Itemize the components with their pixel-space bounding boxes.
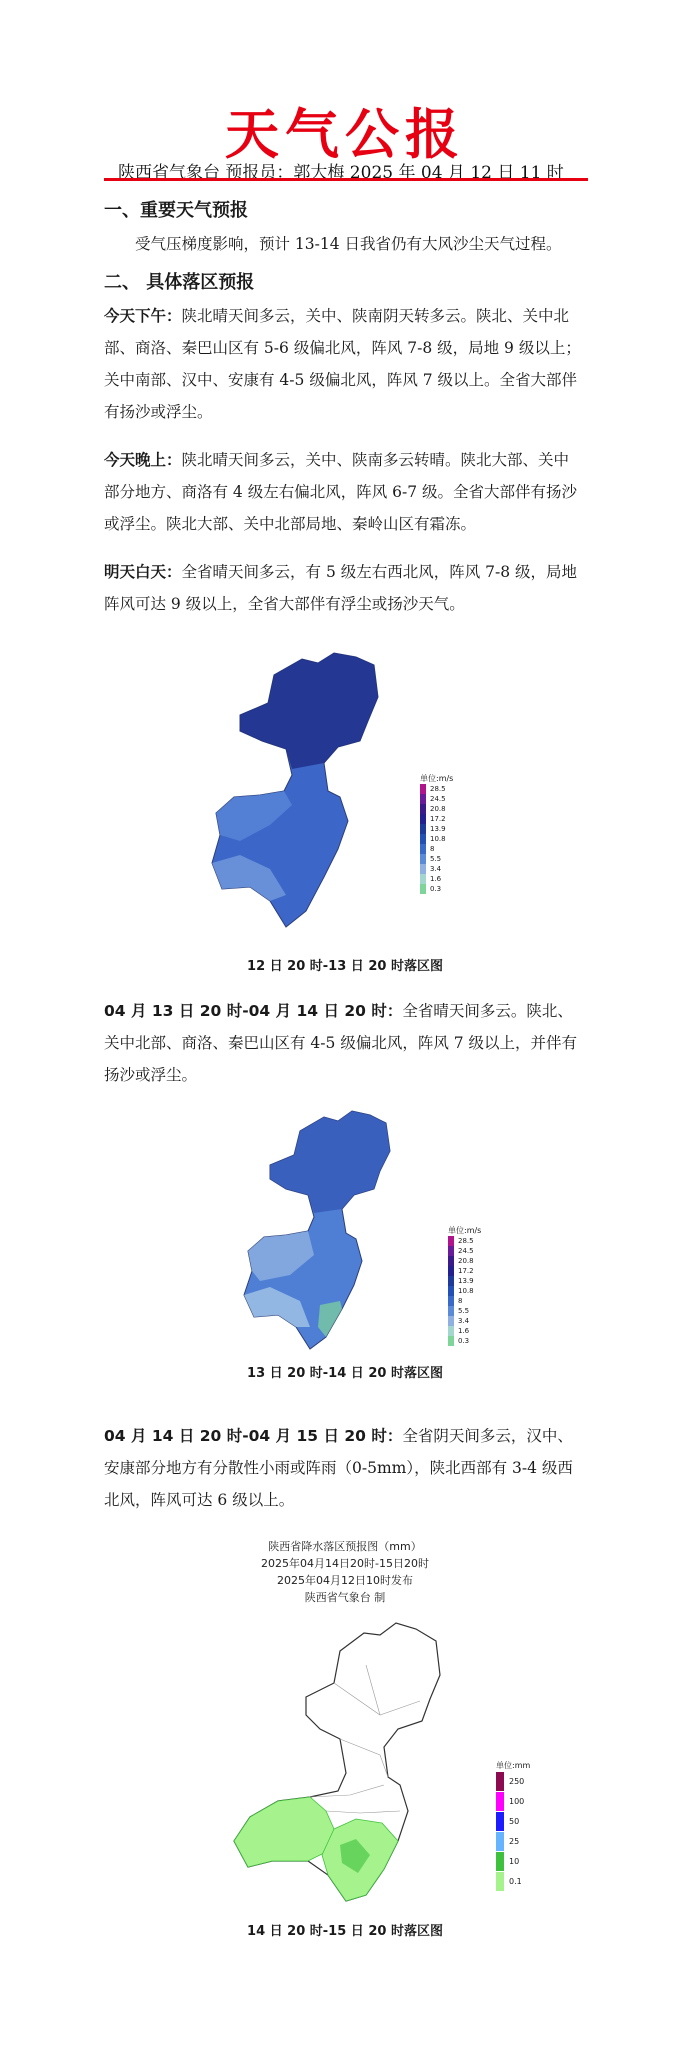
wind-legend-label: 13.9 bbox=[458, 1277, 474, 1285]
wind-legend-swatch bbox=[420, 824, 426, 834]
period2-text: 全省晴天间多云。陕北、关中北部、商洛、秦巴山区有 4-5 级偏北风，阵风 7 级以上，并伴有扬沙或浮尘。 bbox=[104, 1002, 578, 1084]
wind-legend-rows-2 bbox=[448, 1236, 481, 1346]
tomorrow-label: 明天白天： bbox=[104, 563, 182, 581]
wind-legend-2 bbox=[448, 1225, 481, 1346]
wind-legend-label: 5.5 bbox=[458, 1307, 470, 1315]
wind-legend-entry bbox=[448, 1266, 481, 1276]
wind-legend-unit-2: 单位:m/s bbox=[448, 1226, 482, 1235]
period3-text: 全省阴天间多云，汉中、安康部分地方有分散性小雨或阵雨（0-5mm），陕北西部有 3-4 级西北风，阵风可达 6 级以上。 bbox=[104, 1427, 573, 1509]
wind-legend-swatch bbox=[448, 1306, 454, 1316]
wind-legend-label: 10.8 bbox=[430, 835, 446, 843]
wind-legend-swatch bbox=[448, 1316, 454, 1326]
wind-legend-swatch bbox=[448, 1326, 454, 1336]
wind-legend-entry bbox=[420, 804, 453, 814]
wind-legend-label: 28.5 bbox=[458, 1237, 474, 1245]
tonight-text: 陕北晴天间多云，关中、陕南多云转晴。陕北大部、关中部分地方、商洛有 4 级左右偏北风，阵风 6-7 级。全省大部伴有扬沙或浮尘。陕北大部、关中北部局地、秦岭山区有霜冻。 bbox=[104, 451, 578, 533]
wind-legend-label: 0.3 bbox=[458, 1337, 470, 1345]
wind-legend-label: 1.6 bbox=[458, 1327, 470, 1335]
rain-map-period: 2025年04月14日20时-15日20时 bbox=[261, 1557, 429, 1570]
wind-legend-label: 20.8 bbox=[430, 805, 446, 813]
wind-legend-swatch bbox=[448, 1256, 454, 1266]
wind-legend-entry bbox=[420, 834, 453, 844]
wind-map-1 bbox=[200, 645, 400, 945]
wind-legend-label: 20.8 bbox=[458, 1257, 474, 1265]
rain-legend-unit: 单位:mm bbox=[496, 1761, 531, 1770]
rain-legend-label: 250 bbox=[509, 1776, 525, 1786]
wind-legend-swatch bbox=[448, 1336, 454, 1346]
rain-map-header bbox=[0, 1538, 690, 1606]
rain-legend-label: 100 bbox=[509, 1796, 525, 1806]
rain-legend-entry bbox=[496, 1871, 530, 1891]
wind-legend-label: 28.5 bbox=[430, 785, 446, 793]
rain-legend-entry bbox=[496, 1771, 530, 1791]
rain-map-issuer: 陕西省气象台 制 bbox=[304, 1591, 386, 1604]
bulletin-title: 天气公报 bbox=[225, 103, 465, 166]
wind-legend-1 bbox=[420, 773, 453, 894]
rain-legend-swatch bbox=[496, 1831, 504, 1851]
period3-forecast bbox=[104, 1420, 584, 1516]
rain-legend-entry bbox=[496, 1811, 530, 1831]
wind-legend-swatch bbox=[420, 874, 426, 884]
wind-legend-entry bbox=[420, 814, 453, 824]
afternoon-forecast bbox=[104, 300, 584, 428]
section2-heading: 二、 具体落区预报 bbox=[104, 272, 255, 293]
wind-legend-label: 24.5 bbox=[458, 1247, 474, 1255]
wind-legend-entry bbox=[448, 1246, 481, 1256]
wind-legend-swatch bbox=[448, 1286, 454, 1296]
wind-legend-entry bbox=[420, 784, 453, 794]
wind-legend-label: 3.4 bbox=[458, 1317, 470, 1325]
wind-legend-swatch bbox=[420, 854, 426, 864]
wind-legend-entry bbox=[448, 1286, 481, 1296]
wind-legend-unit: 单位:m/s bbox=[420, 774, 454, 783]
wind-legend-entry bbox=[448, 1336, 481, 1346]
wind-legend-swatch bbox=[420, 804, 426, 814]
wind-legend-entry bbox=[448, 1256, 481, 1266]
wind-legend-rows bbox=[420, 784, 453, 894]
rain-legend-swatch bbox=[496, 1871, 504, 1891]
wind-legend-entry bbox=[448, 1306, 481, 1316]
period2-forecast bbox=[104, 995, 584, 1091]
wind-legend-label: 8 bbox=[430, 845, 435, 853]
tomorrow-forecast bbox=[104, 556, 584, 620]
wind-legend-swatch bbox=[420, 784, 426, 794]
rain-legend-swatch bbox=[496, 1851, 504, 1871]
wind-legend-swatch bbox=[448, 1276, 454, 1286]
rain-map-issued: 2025年04月12日10时发布 bbox=[277, 1574, 413, 1587]
wind-legend-label: 17.2 bbox=[458, 1267, 474, 1275]
period3-label: 04 月 14 日 20 时-04 月 15 日 20 时： bbox=[104, 1427, 403, 1445]
rain-map-caption: 14 日 20 时-15 日 20 时落区图 bbox=[247, 1924, 443, 1939]
wind-map-2 bbox=[230, 1105, 430, 1365]
rain-legend-entry bbox=[496, 1831, 530, 1851]
rain-legend-swatch bbox=[496, 1771, 504, 1791]
wind-legend-entry bbox=[448, 1316, 481, 1326]
rain-legend-swatch bbox=[496, 1811, 504, 1831]
section1-text: 受气压梯度影响，预计 13-14 日我省仍有大风沙尘天气过程。 bbox=[135, 235, 562, 253]
wind-legend-swatch bbox=[420, 834, 426, 844]
rain-legend-swatch bbox=[496, 1791, 504, 1811]
wind-legend-label: 1.6 bbox=[430, 875, 442, 883]
wind-legend-label: 0.3 bbox=[430, 885, 442, 893]
rain-legend-label: 0.1 bbox=[509, 1876, 522, 1886]
wind-legend-entry bbox=[420, 884, 453, 894]
tomorrow-text: 全省晴天间多云，有 5 级左右西北风，阵风 7-8 级，局地阵风可达 9 级以上，全省大部伴有浮尘或扬沙天气。 bbox=[104, 563, 578, 613]
rain-legend-entry bbox=[496, 1851, 530, 1871]
wind-legend-entry bbox=[420, 844, 453, 854]
tonight-forecast bbox=[104, 444, 584, 540]
wind-legend-label: 17.2 bbox=[430, 815, 446, 823]
rain-legend-label: 25 bbox=[509, 1836, 520, 1846]
wind-legend-swatch bbox=[448, 1236, 454, 1246]
period2-label: 04 月 13 日 20 时-04 月 14 日 20 时： bbox=[104, 1002, 403, 1020]
red-divider bbox=[104, 178, 588, 181]
wind-legend-entry bbox=[448, 1236, 481, 1246]
map1-caption: 12 日 20 时-13 日 20 时落区图 bbox=[247, 959, 443, 974]
wind-legend-swatch bbox=[448, 1266, 454, 1276]
wind-legend-swatch bbox=[420, 794, 426, 804]
tonight-label: 今天晚上： bbox=[104, 451, 182, 469]
wind-legend-label: 13.9 bbox=[430, 825, 446, 833]
rain-legend-entry bbox=[496, 1791, 530, 1811]
wind-legend-label: 10.8 bbox=[458, 1287, 474, 1295]
wind-legend-entry bbox=[420, 794, 453, 804]
wind-legend-entry bbox=[448, 1296, 481, 1306]
wind-legend-swatch bbox=[420, 864, 426, 874]
wind-legend-label: 8 bbox=[458, 1297, 463, 1305]
section1-heading: 一、重要天气预报 bbox=[104, 200, 248, 221]
rain-map bbox=[230, 1605, 470, 1905]
wind-legend-label: 3.4 bbox=[430, 865, 442, 873]
afternoon-text: 陕北晴天间多云，关中、陕南阴天转多云。陕北、关中北部、商洛、秦巴山区有 5-6 级偏北风，阵风 7-8 级，局地 9 级以上；关中南部、汉中、安康有 4-5 级偏北风，阵风 7 级以上。全省大部伴有扬沙或浮尘。 bbox=[104, 307, 581, 421]
wind-legend-entry bbox=[420, 864, 453, 874]
wind-legend-swatch bbox=[420, 814, 426, 824]
wind-legend-swatch bbox=[420, 844, 426, 854]
wind-legend-entry bbox=[420, 874, 453, 884]
rain-map-title: 陕西省降水落区预报图（mm） bbox=[268, 1540, 422, 1553]
wind-legend-label: 24.5 bbox=[430, 795, 446, 803]
wind-legend-swatch bbox=[448, 1246, 454, 1256]
rain-legend-rows bbox=[496, 1771, 530, 1891]
rain-legend-label: 50 bbox=[509, 1816, 520, 1826]
rain-legend bbox=[496, 1760, 530, 1891]
wind-legend-label: 5.5 bbox=[430, 855, 442, 863]
wind-legend-entry bbox=[448, 1326, 481, 1336]
wind-legend-entry bbox=[420, 824, 453, 834]
wind-legend-swatch bbox=[448, 1296, 454, 1306]
wind-legend-entry bbox=[420, 854, 453, 864]
wind-legend-swatch bbox=[420, 884, 426, 894]
afternoon-label: 今天下午： bbox=[104, 307, 182, 325]
map2-caption: 13 日 20 时-14 日 20 时落区图 bbox=[247, 1366, 443, 1381]
issuer-line: 陕西省气象台 预报员：郭大梅 2025 年 04 月 12 日 11 时 bbox=[118, 163, 564, 183]
rain-legend-label: 10 bbox=[509, 1856, 520, 1866]
wind-legend-entry bbox=[448, 1276, 481, 1286]
